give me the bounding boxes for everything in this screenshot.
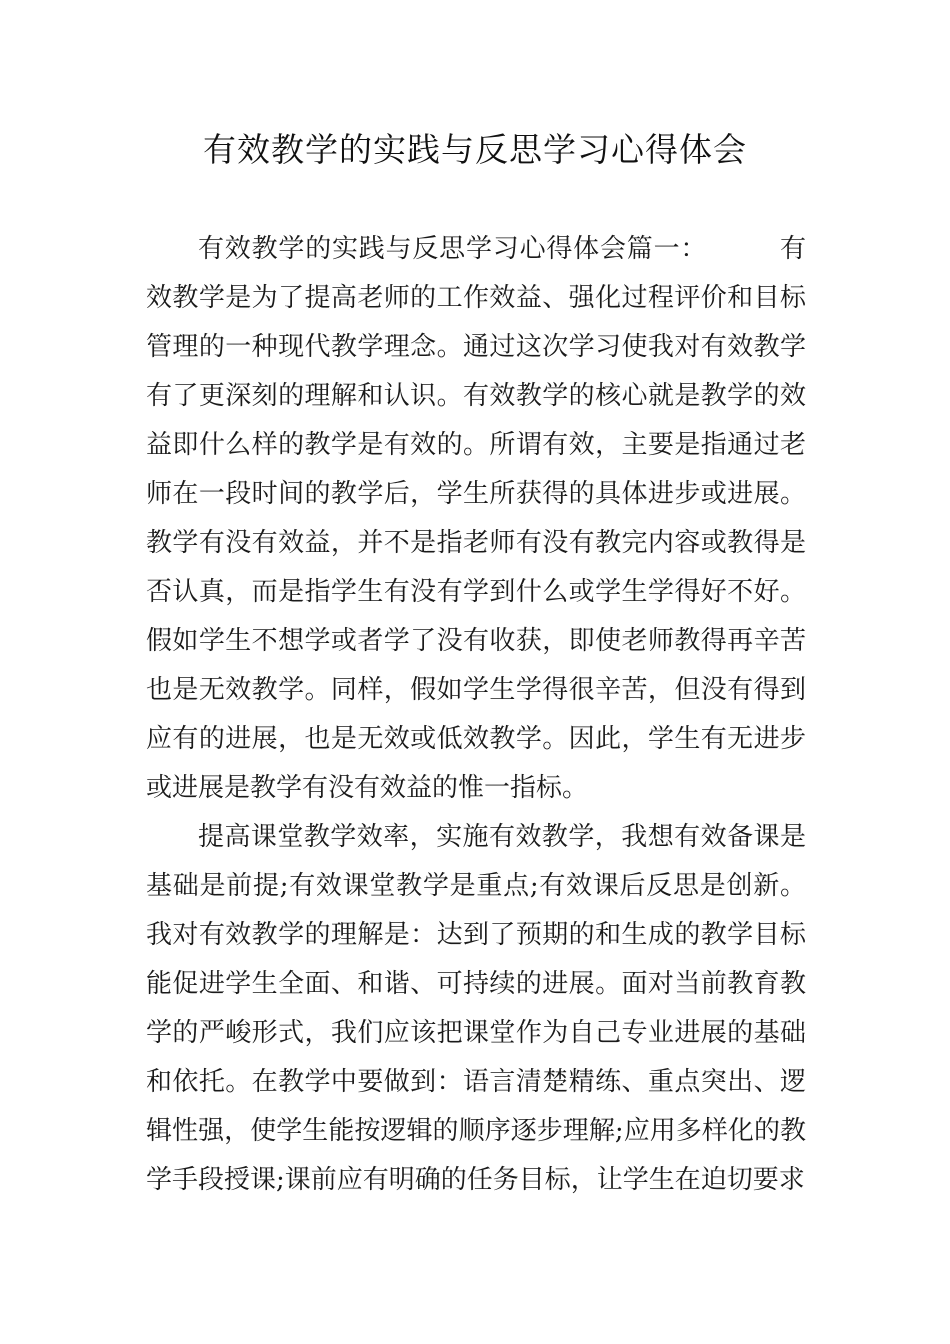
paragraph-1-intro: 有效教学的实践与反思学习心得体会篇一： [198, 234, 708, 264]
paragraph-1 [146, 225, 806, 813]
paragraph-2: 提高课堂教学效率，实施有效教学，我想有效备课是基础是前提;有效课堂教学是重点;有效课后反思是创新。我对有效教学的理解是：达到了预期的和生成的教学目标能促进学生全面、和谐、可持续的进展。面对当前教育教学的严峻形式，我们应该把课堂作为自己专业进展的基础和依托。在教学中要做到：语言清楚精练、重点突出、逻辑性强，使学生能按逻辑的顺序逐步理解;应用多样化的教学手段授课;课前应有明确的任务目标，让学生在迫切要求 [146, 822, 806, 1195]
document-title: 有效教学的实践与反思学习心得体会 [203, 130, 747, 169]
paragraph-1-body: 有效教学是为了提高老师的工作效益、强化过程评价和目标管理的一种现代教学理念。通过这次学习使我对有效教学有了更深刻的理解和认识。有效教学的核心就是教学的效益即什么样的教学是有效的。所谓有效，主要是指通过老师在一段时间的教学后，学生所获得的具体进步或进展。教学有没有效益，并不是指老师有没有教完内容或教得是否认真，而是指学生有没有学到什么或学生学得好不好。假如学生不想学或者学了没有收获，即使老师教得再辛苦也是无效教学。同样，假如学生学得很辛苦，但没有得到应有的进展，也是无效或低效教学。因此，学生有无进步或进展是教学有没有效益的惟一指标。 [146, 234, 806, 803]
document-body [146, 225, 806, 1205]
